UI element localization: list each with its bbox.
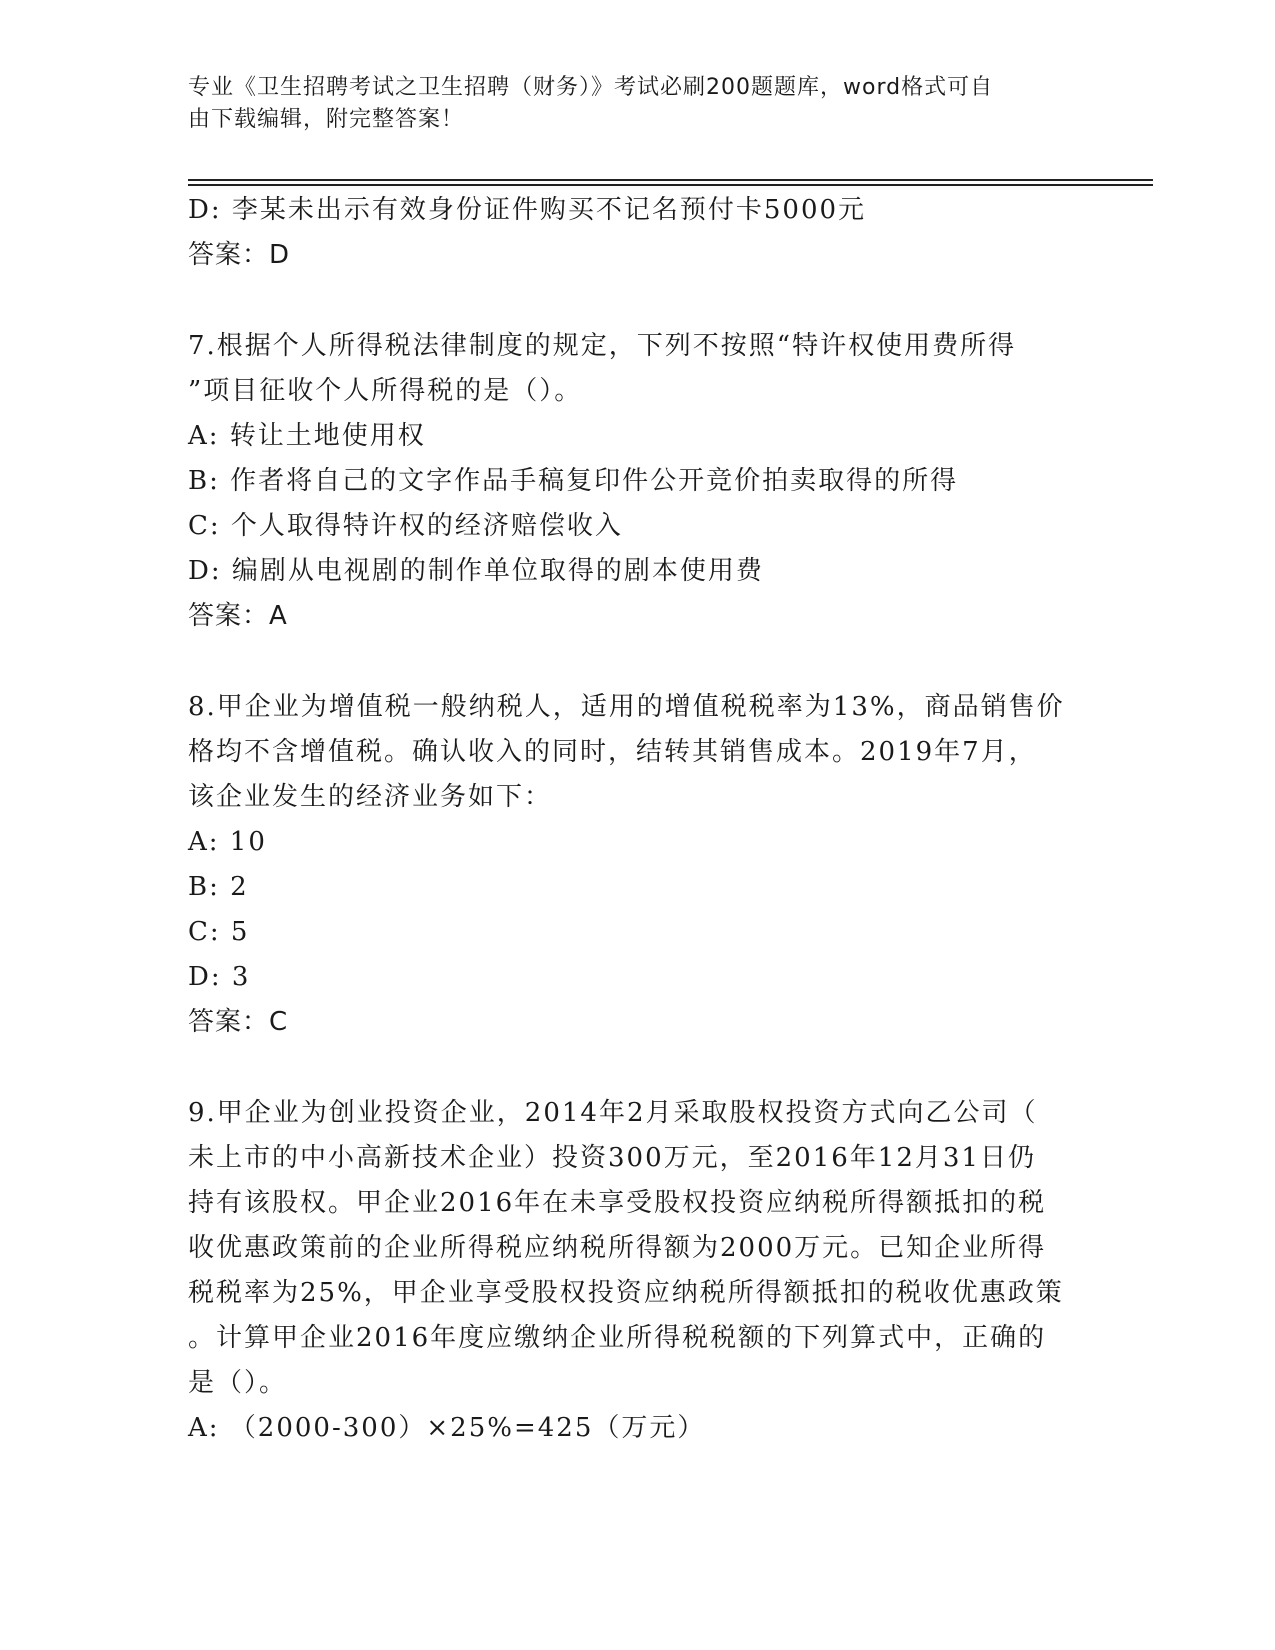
header-line-1: 专业《卫生招聘考试之卫生招聘（财务）》考试必刷200题题库，word格式可自	[188, 75, 994, 100]
header-divider-top	[188, 179, 1153, 181]
q7-stem-line-2: ”项目征收个人所得税的是（）。	[188, 376, 583, 406]
prev-answer: 答案：D	[188, 240, 291, 270]
q8-option-d: D: 3	[188, 962, 251, 992]
question-8	[188, 685, 1088, 1045]
q9-stem-line-2: 未上市的中小高新技术企业）投资300万元，至2016年12月31日仍	[188, 1143, 1036, 1173]
question-9	[188, 1091, 1088, 1451]
q7-answer: 答案：A	[188, 601, 288, 631]
q8-stem-line-3: 该企业发生的经济业务如下：	[188, 782, 553, 812]
q9-stem-line-3: 持有该股权。甲企业2016年在未享受股权投资应纳税所得额抵扣的税	[188, 1188, 1047, 1218]
q8-option-b: B: 2	[188, 872, 249, 902]
q9-stem-line-6: 。计算甲企业2016年度应缴纳企业所得税税额的下列算式中，正确的	[188, 1323, 1047, 1353]
header-line-2: 由下载编辑，附完整答案！	[188, 107, 465, 132]
spacer	[188, 278, 1088, 324]
q7-option-d: D: 编剧从电视剧的制作单位取得的剧本使用费	[188, 556, 764, 586]
question-content	[188, 188, 1088, 1451]
q9-stem-line-1: 9.甲企业为创业投资企业，2014年2月采取股权投资方式向乙公司（	[188, 1098, 1038, 1128]
q8-stem-line-1: 8.甲企业为增值税一般纳税人，适用的增值税税率为13%，商品销售价	[188, 692, 1065, 722]
q9-stem-line-5: 税税率为25%，甲企业享受股权投资应纳税所得额抵扣的税收优惠政策	[188, 1278, 1064, 1308]
q8-option-a: A: 10	[188, 827, 267, 857]
prev-option-d: D: 李某未出示有效身份证件购买不记名预付卡5000元	[188, 195, 867, 225]
q7-stem-line-1: 7.根据个人所得税法律制度的规定，下列不按照“特许权使用费所得	[188, 331, 1017, 361]
q8-stem-line-2: 格均不含增值税。确认收入的同时，结转其销售成本。2019年7月，	[188, 737, 1037, 767]
q8-answer: 答案：C	[188, 1007, 289, 1037]
q7-option-a: A: 转让土地使用权	[188, 421, 426, 451]
header-divider-bottom	[188, 184, 1153, 186]
question-7	[188, 324, 1088, 639]
q9-option-a: A: （2000-300）×25%=425（万元）	[188, 1413, 706, 1443]
document-header	[188, 72, 1088, 136]
q7-option-c: C: 个人取得特许权的经济赔偿收入	[188, 511, 623, 541]
q9-stem-line-4: 收优惠政策前的企业所得税应纳税所得额为2000万元。已知企业所得	[188, 1233, 1047, 1263]
q7-option-b: B: 作者将自己的文字作品手稿复印件公开竞价拍卖取得的所得	[188, 466, 959, 496]
spacer	[188, 1045, 1088, 1091]
q9-stem-line-7: 是（）。	[188, 1368, 288, 1398]
spacer	[188, 639, 1088, 685]
q8-option-c: C: 5	[188, 917, 250, 947]
